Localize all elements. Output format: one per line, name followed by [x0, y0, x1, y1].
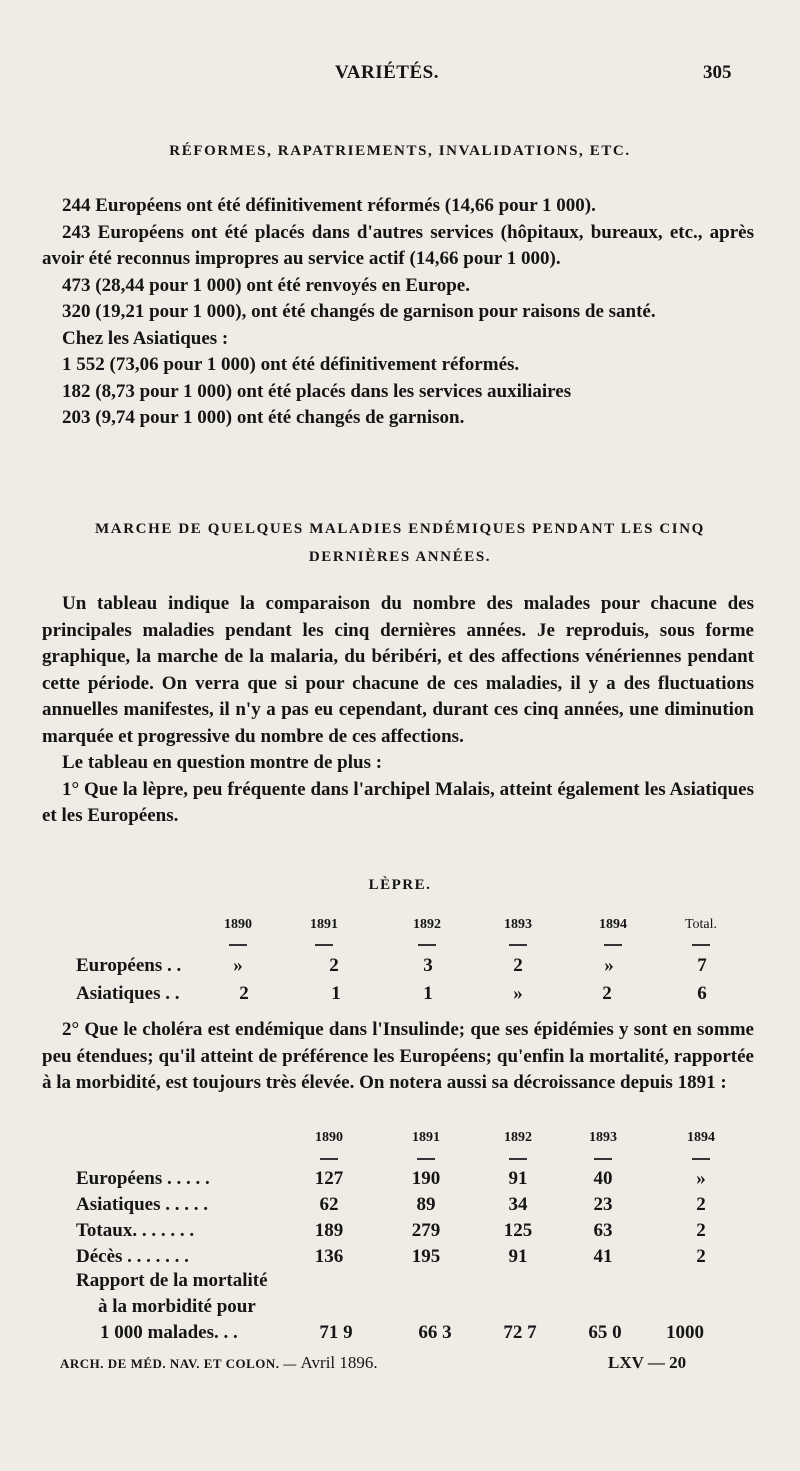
header-title: VARIÉTÉS. — [335, 62, 439, 83]
lepre-col-1890: 1890 — [224, 917, 252, 932]
footer-signature: LXV — 20 — [608, 1353, 687, 1372]
cholera-cell: 2 — [696, 1194, 706, 1215]
lepre-col-1894: 1894 — [599, 917, 627, 932]
lepre-cell: 2 — [329, 955, 339, 976]
lepre-row-label-europeens: Européens . . — [76, 955, 182, 976]
lepre-cell: 2 — [602, 983, 612, 1004]
cholera-row-label-europeens: Européens . . . . . — [76, 1168, 210, 1189]
cholera-cell: 62 — [319, 1194, 339, 1215]
divider — [594, 1158, 612, 1160]
lepre-cell: 7 — [697, 955, 707, 976]
cholera-col-1891: 1891 — [412, 1130, 440, 1145]
paragraph-4: 2° Que le choléra est endémique dans l'Insulinde; que ses épidémies y sont en somme peu étendues; qu'il atteint de préférence les Européens; qu'enfin la mortalité, rapportée à la morbidité, est toujours très élevée. On notera aussi sa décroissance depuis 1891 : — [42, 1019, 754, 1093]
lepre-col-1891: 1891 — [310, 917, 338, 932]
lepre-cell: » — [513, 983, 523, 1004]
cholera-col-1893: 1893 — [589, 1130, 617, 1145]
lepre-row-label-asiatiques: Asiatiques . . — [76, 983, 180, 1004]
line-2: 243 Européens ont été placés dans d'autres services (hôpitaux, bureaux, etc., après avoir été reconnus impropres au service actif (14,66 pour 1 000). — [42, 221, 754, 269]
cholera-cell: 91 — [508, 1246, 528, 1267]
cholera-col-1892: 1892 — [504, 1130, 532, 1145]
lepre-cell: » — [233, 955, 243, 976]
cholera-col-1890: 1890 — [315, 1130, 343, 1145]
section-maladies-body — [42, 591, 754, 830]
lepre-table-title: LÈPRE. — [368, 877, 432, 893]
cholera-cell: 127 — [314, 1168, 344, 1189]
section-heading-reformes: RÉFORMES, RAPATRIEMENTS, INVALIDATIONS, ETC. — [169, 143, 631, 159]
cholera-cell: 63 — [593, 1220, 613, 1241]
lepre-cell: 6 — [697, 983, 707, 1004]
cholera-cell: 91 — [508, 1168, 528, 1189]
cholera-cell: 2 — [696, 1220, 706, 1241]
cholera-cell: 41 — [593, 1246, 613, 1267]
cholera-row-label-deces: Décès . . . . . . . — [76, 1246, 189, 1267]
paragraph-3: 1° Que la lèpre, peu fréquente dans l'archipel Malais, atteint également les Asiatiques et les Européens. — [42, 778, 754, 826]
footer-journal-name: ARCH. DE MÉD. NAV. ET COLON. — — [60, 1356, 297, 1371]
lepre-cell: 2 — [239, 983, 249, 1004]
cholera-ratio-cell: 72 7 — [503, 1322, 537, 1343]
footer-journal — [60, 1353, 378, 1373]
divider — [229, 944, 247, 946]
lepre-cell: 2 — [513, 955, 523, 976]
cholera-cell: 23 — [593, 1194, 613, 1215]
cholera-cell: 40 — [593, 1168, 613, 1189]
line-7: 182 (8,73 pour 1 000) ont été placés dans les services auxiliaires — [62, 380, 572, 402]
paragraph-1: Un tableau indique la comparaison du nombre des malades pour chacune des principales maladies pendant les cinq dernières années. Je reproduis, sous forme graphique, la marche de la malaria, du béribéri, et des affections vénériennes pendant cette période. On verra que si pour chacune de ces maladies, il y a des fluctuations annuelles manifestes, il n'y a pas eu cependant, durant ces cinq années, une diminution marquée et progressive du nombre de ces affections. — [42, 593, 754, 747]
lepre-cell: 3 — [423, 955, 433, 976]
cholera-ratio-cell: 1000 — [666, 1322, 704, 1343]
line-8: 203 (9,74 pour 1 000) ont été changés de garnison. — [62, 407, 465, 428]
cholera-row-label-totaux: Totaux. . . . . . . — [76, 1220, 195, 1241]
line-4: 320 (19,21 pour 1 000), ont été changés de garnison pour raisons de santé. — [62, 301, 656, 322]
line-3: 473 (28,44 pour 1 000) ont été renvoyés en Europe. — [62, 274, 470, 296]
running-header — [0, 62, 800, 92]
cholera-ratio-cell: 65 0 — [588, 1322, 622, 1343]
cholera-ratio-cell: 71 9 — [319, 1322, 353, 1343]
cholera-cell: » — [696, 1168, 706, 1189]
section-heading-maladies-1: MARCHE DE QUELQUES MALADIES ENDÉMIQUES PENDANT LES CINQ — [95, 521, 705, 537]
cholera-ratio-label-1: Rapport de la mortalité — [76, 1270, 268, 1291]
cholera-cell: 195 — [411, 1246, 441, 1267]
section-heading-maladies-2: DERNIÈRES ANNÉES. — [308, 549, 492, 565]
divider — [418, 944, 436, 946]
cholera-cell: 279 — [411, 1220, 441, 1241]
divider — [417, 1158, 435, 1160]
line-1: 244 Européens ont été définitivement réformés (14,66 pour 1 000). — [62, 195, 596, 216]
divider — [320, 1158, 338, 1160]
cholera-row-label-asiatiques: Asiatiques . . . . . — [76, 1194, 208, 1215]
paragraph-2: Le tableau en question montre de plus : — [62, 752, 383, 773]
lepre-cell: 1 — [331, 983, 341, 1004]
page-number: 305 — [703, 62, 732, 83]
line-6: 1 552 (73,06 pour 1 000) ont été définitivement réformés. — [62, 354, 520, 375]
lepre-cell: 1 — [423, 983, 433, 1004]
divider — [692, 944, 710, 946]
lepre-col-1893: 1893 — [504, 917, 532, 932]
cholera-cell: 2 — [696, 1246, 706, 1267]
line-5: Chez les Asiatiques : — [62, 327, 229, 349]
cholera-col-1894: 1894 — [687, 1130, 715, 1145]
cholera-cell: 190 — [411, 1168, 441, 1189]
paragraph-cholera — [42, 1017, 754, 1097]
cholera-cell: 89 — [416, 1194, 436, 1215]
cholera-ratio-cell: 66 3 — [418, 1322, 452, 1343]
divider — [509, 944, 527, 946]
cholera-cell: 189 — [314, 1220, 344, 1241]
cholera-cell: 136 — [314, 1246, 344, 1267]
divider — [604, 944, 622, 946]
lepre-col-1892: 1892 — [413, 917, 441, 932]
cholera-ratio-label-2: à la morbidité pour — [98, 1296, 256, 1317]
section-reformes-body — [42, 193, 754, 432]
cholera-ratio-label-3: 1 000 malades. . . — [100, 1322, 238, 1343]
footer-date: Avril 1896. — [300, 1353, 378, 1372]
cholera-cell: 125 — [503, 1220, 533, 1241]
divider — [315, 944, 333, 946]
divider — [692, 1158, 710, 1160]
lepre-cell: » — [604, 955, 614, 976]
cholera-cell: 34 — [508, 1194, 528, 1215]
divider — [509, 1158, 527, 1160]
lepre-col-total: Total. — [684, 917, 718, 932]
